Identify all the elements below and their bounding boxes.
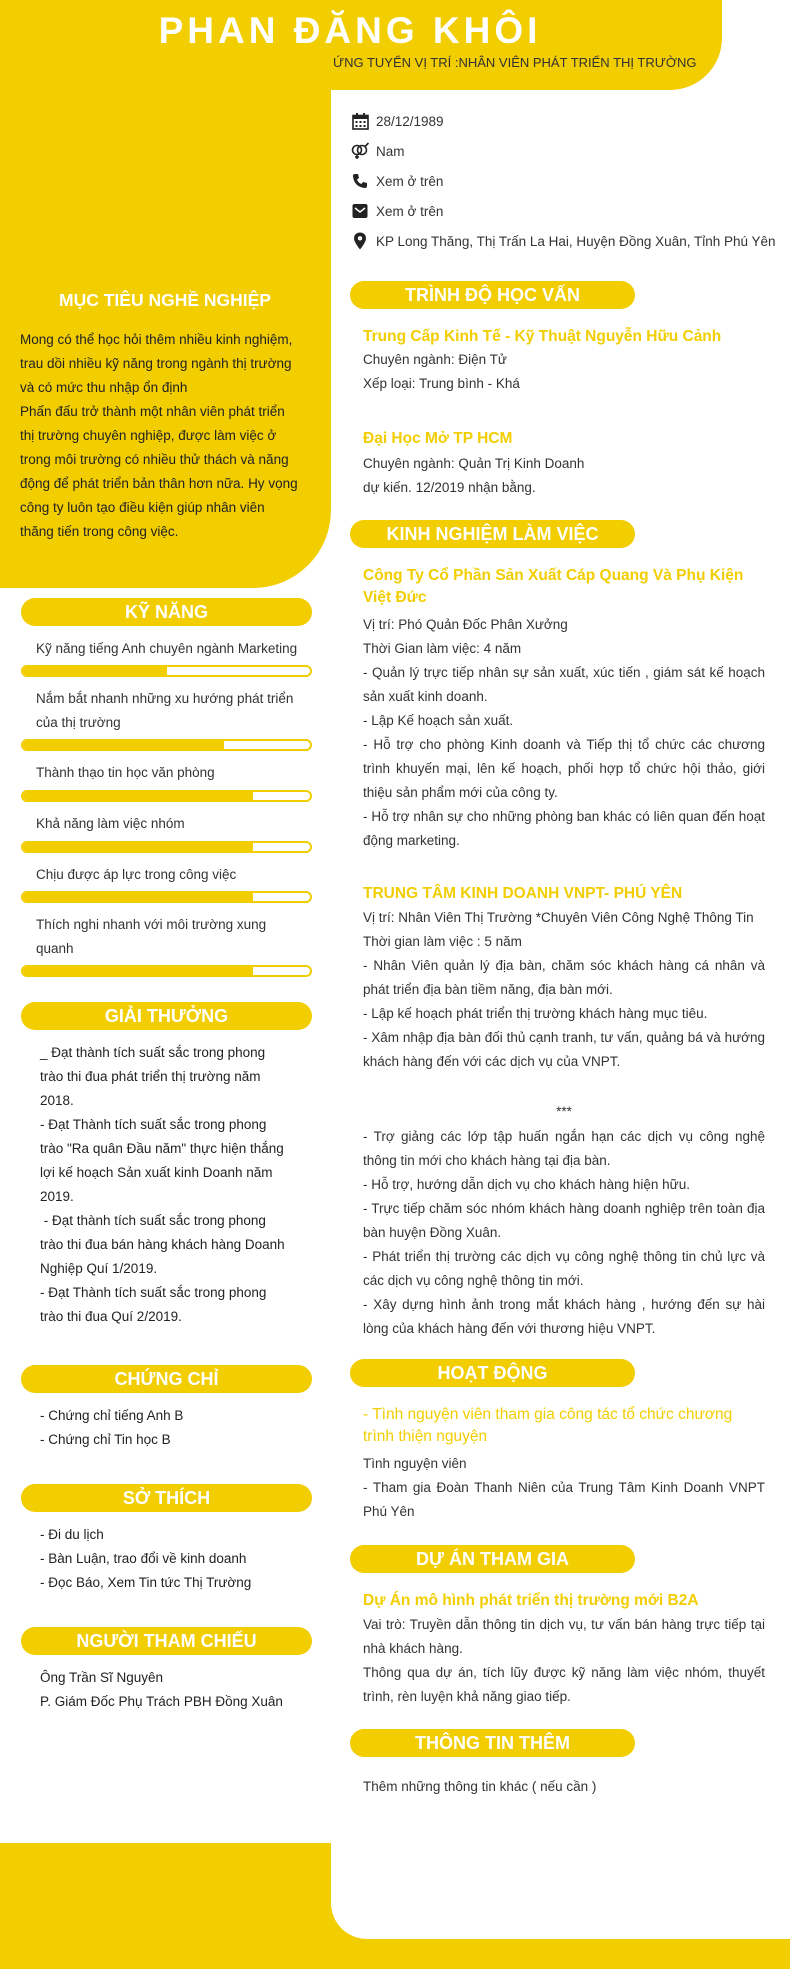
hobby-line: - Đi du lịch bbox=[40, 1527, 104, 1542]
education-line: Chuyên ngành: Điện Tử bbox=[363, 352, 507, 367]
skill-label: Khả năng làm việc nhóm bbox=[36, 816, 185, 831]
email-text: Xem ở trên bbox=[376, 203, 444, 219]
skill-bar bbox=[21, 790, 312, 802]
objective-line: thị trường chuyên nghiệp, được làm việc ở bbox=[20, 428, 277, 443]
objective-title: MỤC TIÊU NGHỀ NGHIỆP bbox=[59, 290, 271, 310]
activity-details bbox=[363, 1452, 765, 1524]
experience-line: - Hỗ trợ, hướng dẫn dịch vụ cho khách hàng hiện hữu. bbox=[363, 1177, 690, 1192]
award-line: trào thi đua bán hàng khách hàng Doanh bbox=[40, 1237, 285, 1252]
experience-heading: KINH NGHIỆM LÀM VIỆC bbox=[350, 520, 635, 548]
birthday-text: 28/12/1989 bbox=[376, 113, 444, 129]
experience-line: - Lập kế hoạch phát triển thị trường khách hàng mục tiêu. bbox=[363, 1006, 708, 1021]
experience-line: - Xâm nhập địa bàn đối thủ cạnh tranh, tư vấn, quảng bá và hướng khách hàng đến với các dịch vụ của VNPT. bbox=[363, 1030, 765, 1069]
reference-line: Ông Trần Sĩ Nguyên bbox=[40, 1670, 164, 1685]
activity-line: - Tham gia Đoàn Thanh Niên của Trung Tâm Kinh Doanh VNPT Phú Yên bbox=[363, 1480, 765, 1519]
company-details-more bbox=[363, 1125, 765, 1341]
experience-line: Thời gian làm việc : 5 năm bbox=[363, 934, 522, 949]
skill-bar-fill bbox=[23, 843, 253, 851]
skill-bar-fill bbox=[23, 893, 253, 901]
project-line: Thông qua dự án, tích lũy được kỹ năng làm việc nhóm, thuyết trình, rèn luyện khả năng giao tiếp. bbox=[363, 1665, 765, 1704]
contact-address bbox=[350, 232, 776, 250]
skills-heading: KỸ NĂNG bbox=[21, 598, 312, 626]
skill-label: Kỹ năng tiếng Anh chuyên ngành Marketing bbox=[36, 641, 298, 656]
experience-line: - Phát triển thị trường các dịch vụ công nghệ thông tin chủ lực và các dịch vụ công nghệ thông tin mới. bbox=[363, 1249, 765, 1288]
location-pin-icon bbox=[350, 232, 370, 250]
experience-line: - Hỗ trợ cho phòng Kinh doanh và Tiếp thị tổ chức các chương trình khuyến mại, lên kế hoạch, phối hợp tổ chức hội thảo, giới thiệu sản phẩm mới của công ty. bbox=[363, 737, 765, 800]
project-title: Dự Án mô hình phát triển thị trường mới B2A bbox=[363, 1592, 699, 1609]
objective-text bbox=[20, 328, 310, 544]
skill-bar-fill bbox=[23, 741, 224, 749]
calendar-icon bbox=[350, 112, 370, 130]
skill-bar bbox=[21, 965, 312, 977]
email-icon bbox=[350, 202, 370, 220]
certificates-text bbox=[40, 1404, 302, 1452]
education-line: Xếp loại: Trung bình - Khá bbox=[363, 376, 520, 391]
phone-text: Xem ở trên bbox=[376, 173, 444, 189]
objective-line: Phấn đấu trở thành một nhân viên phát triển bbox=[20, 404, 285, 419]
skill-bar bbox=[21, 891, 312, 903]
skill-bar-fill bbox=[23, 667, 167, 675]
company-name: TRUNG TÂM KINH DOANH VNPT- PHÚ YÊN bbox=[363, 885, 683, 902]
objective-line: trau dồi nhiều kỹ năng trong ngành thị trường bbox=[20, 356, 292, 371]
objective-line: trong môi trường có nhiều thử thách và năng bbox=[20, 452, 289, 467]
position-applied: ỨNG TUYỂN VỊ TRÍ :NHÂN VIÊN PHÁT TRIỂN THỊ TRƯỜNG bbox=[333, 55, 697, 70]
education-details bbox=[363, 452, 765, 500]
award-line: - Đạt Thành tích suất sắc trong phong bbox=[40, 1285, 267, 1300]
objective-line: Mong có thể học hỏi thêm nhiều kinh nghiệm, bbox=[20, 332, 293, 347]
award-line: 2019. bbox=[40, 1189, 74, 1204]
address-text: KP Long Thăng, Thị Trấn La Hai, Huyện Đồng Xuân, Tỉnh Phú Yên bbox=[376, 233, 776, 249]
experience-line: - Hỗ trợ nhân sự cho những phòng ban khác có liên quan đến hoạt động marketing. bbox=[363, 809, 765, 848]
objective-line: thăng tiến trong công việc. bbox=[20, 524, 179, 539]
skill-bar-fill bbox=[23, 792, 253, 800]
hobby-line: - Đọc Báo, Xem Tin tức Thị Trường bbox=[40, 1575, 252, 1590]
objective-line: công ty luôn tạo điều kiện giúp nhân viên bbox=[20, 500, 265, 515]
project-line: Vai trò: Truyền dẫn thông tin dịch vụ, tư vấn bán hàng trực tiếp tại nhà khách hàng. bbox=[363, 1617, 765, 1656]
extra-info-heading: THÔNG TIN THÊM bbox=[350, 1729, 635, 1757]
skill-bar bbox=[21, 665, 312, 677]
contact-phone bbox=[350, 172, 443, 190]
award-line: Nghiệp Quí 1/2019. bbox=[40, 1261, 158, 1276]
experience-line: - Trợ giảng các lớp tập huấn ngắn hạn các dịch vụ công nghệ thông tin mới cho khách hàng tại địa bàn. bbox=[363, 1129, 765, 1168]
awards-heading: GIẢI THƯỞNG bbox=[21, 1002, 312, 1030]
experience-line: - Quản lý trực tiếp nhân sự sản xuất, xúc tiến , giám sát kế hoạch sản xuất kinh doanh. bbox=[363, 665, 765, 704]
company-details bbox=[363, 906, 765, 1074]
projects-heading: DỰ ÁN THAM GIA bbox=[350, 1545, 635, 1573]
experience-line: Vị trí: Phó Quản Đốc Phân Xưởng bbox=[363, 617, 568, 632]
education-line: dự kiến. 12/2019 nhận bằng. bbox=[363, 480, 536, 495]
experience-line: - Trực tiếp chăm sóc nhóm khách hàng doanh nghiệp trên toàn địa bàn huyện Đồng Xuân. bbox=[363, 1201, 765, 1240]
experience-line: Thời Gian làm việc: 4 năm bbox=[363, 641, 522, 656]
education-heading: TRÌNH ĐỘ HỌC VẤN bbox=[350, 281, 635, 309]
skill-label: Chịu được áp lực trong công việc bbox=[36, 867, 237, 882]
award-line: trào thi đua Quí 2/2019. bbox=[40, 1309, 182, 1324]
education-school: Trung Cấp Kinh Tế - Kỹ Thuật Nguyễn Hữu Cảnh bbox=[363, 328, 722, 345]
objective-line: động để phát triển bản thân hơn nữa. Hy vọng bbox=[20, 476, 298, 491]
education-line: Chuyên ngành: Quản Trị Kinh Doanh bbox=[363, 456, 585, 471]
activity-title: - Tình nguyện viên tham gia công tác tổ chức chương trình thiện nguyện bbox=[363, 1406, 733, 1445]
footer-white-curve bbox=[331, 1843, 790, 1939]
hobbies-heading: SỞ THÍCH bbox=[21, 1484, 312, 1512]
hobby-line: - Bàn Luận, trao đổi về kinh doanh bbox=[40, 1551, 247, 1566]
award-line: trào thi đua phát triển thị trường năm bbox=[40, 1069, 261, 1084]
separator: *** bbox=[556, 1104, 572, 1119]
award-line: 2018. bbox=[40, 1093, 74, 1108]
experience-line: - Xây dựng hình ảnh trong mắt khách hàng , hướng đến sự hài lòng của khách hàng đến với thương hiệu VNPT. bbox=[363, 1297, 765, 1336]
skill-label: Thích nghi nhanh với môi trường xung quanh bbox=[36, 917, 267, 956]
awards-text bbox=[40, 1041, 302, 1329]
company-details bbox=[363, 613, 765, 853]
experience-line: - Lập Kế hoạch sản xuất. bbox=[363, 713, 514, 728]
certificate-line: - Chứng chỉ Tin học B bbox=[40, 1432, 171, 1447]
experience-line: Vị trí: Nhân Viên Thị Trường *Chuyên Viên Công Nghệ Thông Tin bbox=[363, 910, 754, 925]
hobbies-text bbox=[40, 1523, 302, 1595]
award-line: - Đạt Thành tích suất sắc trong phong bbox=[40, 1117, 267, 1132]
skill-bar bbox=[21, 739, 312, 751]
reference-line: P. Giám Đốc Phụ Trách PBH Đồng Xuân bbox=[40, 1694, 283, 1709]
education-details bbox=[363, 348, 765, 396]
skill-label: Thành thạo tin học văn phòng bbox=[36, 765, 215, 780]
candidate-name: PHAN ĐĂNG KHÔI bbox=[158, 10, 542, 51]
certificates-heading: CHỨNG CHỈ bbox=[21, 1365, 312, 1393]
company-name: Công Ty Cổ Phần Sản Xuất Cáp Quang Và Phụ Kiện Việt Đức bbox=[363, 567, 744, 606]
extra-info-text: Thêm những thông tin khác ( nếu cần ) bbox=[363, 1779, 597, 1794]
references-text bbox=[40, 1666, 302, 1714]
education-school: Đại Học Mở TP HCM bbox=[363, 430, 513, 447]
award-line: lợi kế hoạch Sản xuất kinh Doanh năm bbox=[40, 1165, 273, 1180]
project-details bbox=[363, 1613, 765, 1709]
objective-line: và có mức thu nhập ổn định bbox=[20, 380, 188, 395]
references-heading: NGƯỜI THAM CHIẾU bbox=[21, 1627, 312, 1655]
award-line: _ Đạt thành tích suất sắc trong phong bbox=[40, 1045, 266, 1060]
phone-icon bbox=[350, 172, 370, 190]
skill-label: Nắm bắt nhanh những xu hướng phát triển của thị trường bbox=[36, 691, 294, 730]
experience-line: - Nhân Viên quản lý địa bàn, chăm sóc khách hàng cá nhân và phát triển địa bàn tiềm năng, địa bàn mới. bbox=[363, 958, 765, 997]
activity-line: Tình nguyện viên bbox=[363, 1456, 467, 1471]
contact-email bbox=[350, 202, 443, 220]
contact-gender bbox=[350, 142, 405, 160]
award-line: - Đạt thành tích suất sắc trong phong bbox=[40, 1213, 266, 1228]
activities-heading: HOẠT ĐỘNG bbox=[350, 1359, 635, 1387]
gender-icon bbox=[350, 142, 370, 160]
skill-bar bbox=[21, 841, 312, 853]
award-line: trào "Ra quân Đầu năm" thực hiện thắng bbox=[40, 1141, 284, 1156]
gender-text: Nam bbox=[376, 143, 405, 159]
certificate-line: - Chứng chỉ tiếng Anh B bbox=[40, 1408, 184, 1423]
contact-birthday bbox=[350, 112, 444, 130]
skill-bar-fill bbox=[23, 967, 253, 975]
